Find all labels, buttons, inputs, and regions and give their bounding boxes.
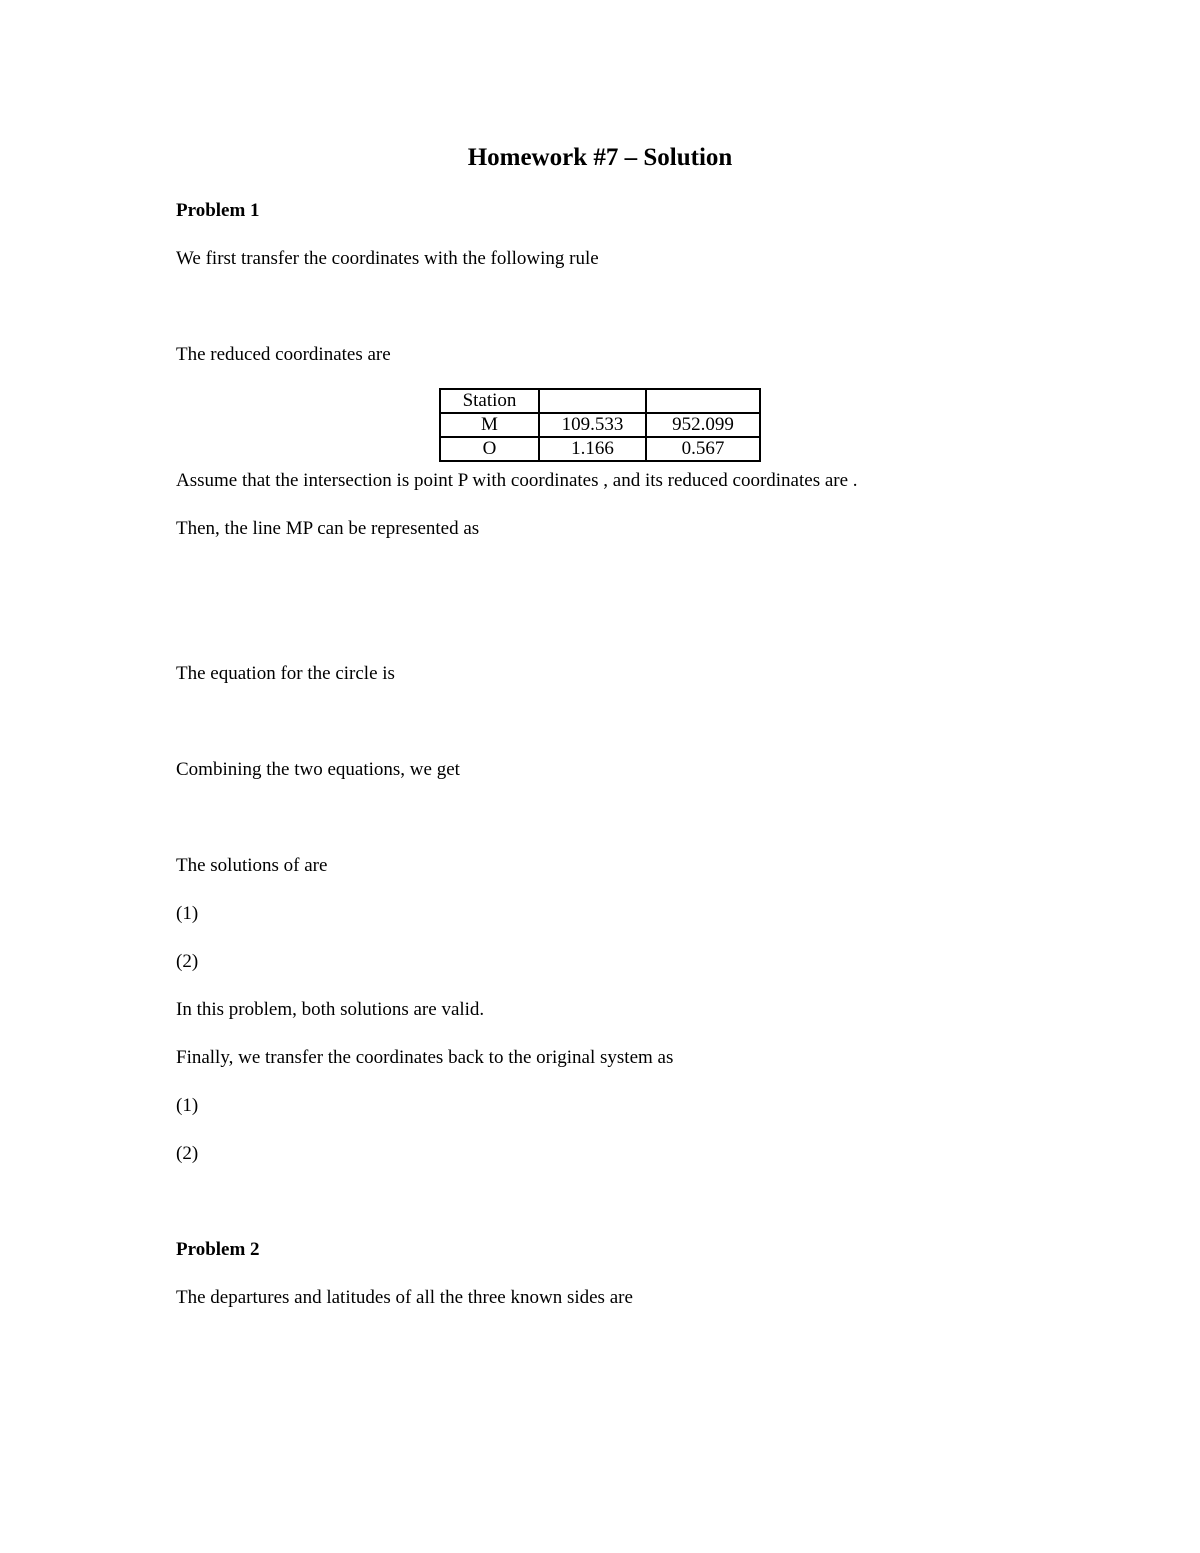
table-header-cell [646, 389, 760, 413]
table-header-cell [539, 389, 646, 413]
reduced-coordinates-text: The reduced coordinates are [176, 344, 391, 365]
circle-equation-text: The equation for the circle is [176, 663, 395, 684]
validity-text: In this problem, both solutions are valid. [176, 999, 485, 1020]
solution-1-label: (1) [176, 903, 199, 924]
table-cell: O [440, 437, 539, 461]
table-row [440, 437, 760, 461]
back-2-label: (2) [176, 1143, 199, 1164]
table-cell: 1.166 [539, 437, 646, 461]
problem-1-heading: Problem 1 [176, 200, 260, 221]
page-title: Homework #7 – Solution [467, 144, 733, 171]
problem-2-intro: The departures and latitudes of all the three known sides are [176, 1287, 633, 1308]
line-mp-text: Then, the line MP can be represented as [176, 518, 480, 539]
problem-1-intro: We first transfer the coordinates with the following rule [176, 248, 599, 269]
problem-2-heading: Problem 2 [176, 1239, 260, 1260]
table-cell: 0.567 [646, 437, 760, 461]
table-cell: 109.533 [539, 413, 646, 437]
table-header-row [440, 389, 760, 413]
intersection-text: Assume that the intersection is point P with coordinates , and its reduced coordinates are . [176, 470, 858, 491]
solutions-text: The solutions of are [176, 855, 328, 876]
table-row [440, 413, 760, 437]
table-cell: 952.099 [646, 413, 760, 437]
table-cell: M [440, 413, 539, 437]
solution-2-label: (2) [176, 951, 199, 972]
back-1-label: (1) [176, 1095, 199, 1116]
table-header-cell: Station [440, 389, 539, 413]
transfer-back-text: Finally, we transfer the coordinates back to the original system as [176, 1047, 674, 1068]
combining-text: Combining the two equations, we get [176, 759, 460, 780]
reduced-coordinates-table [439, 388, 761, 462]
